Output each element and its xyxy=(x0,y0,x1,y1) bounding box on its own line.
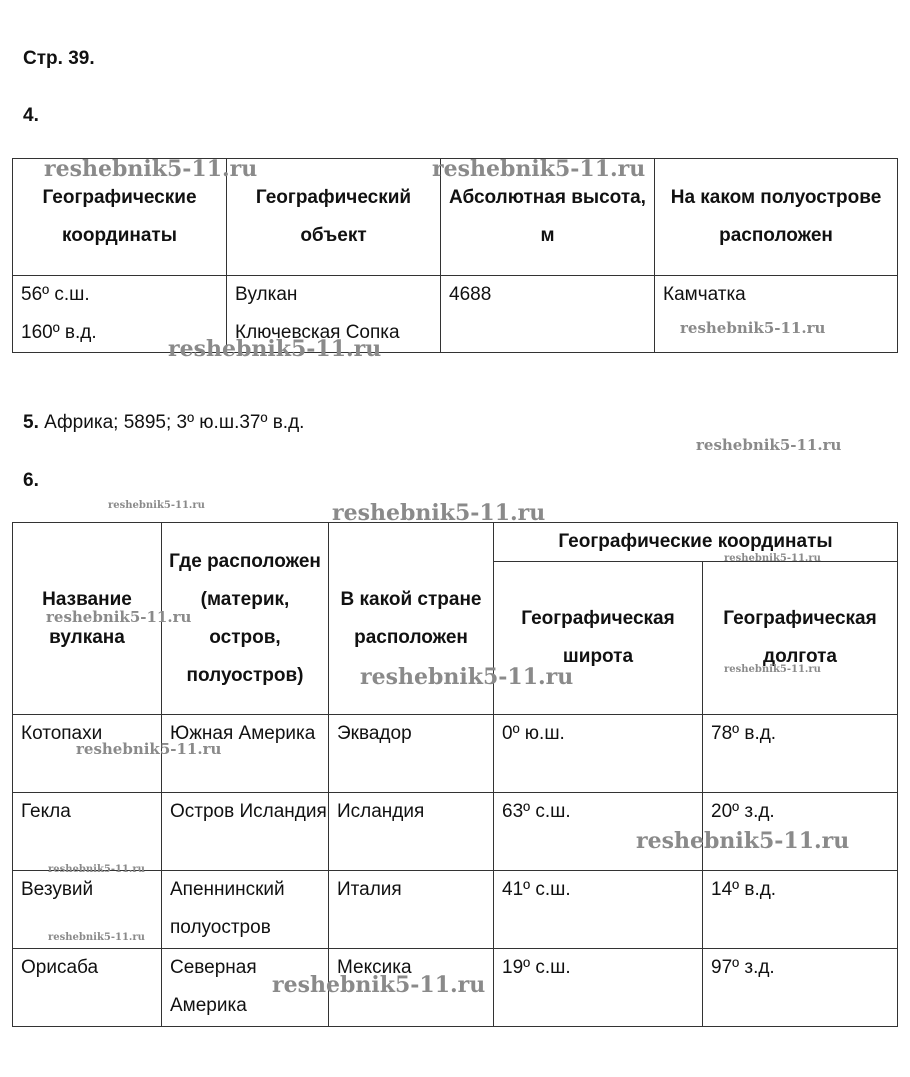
table-row xyxy=(13,715,898,793)
watermark: reshebnik5-11.ru xyxy=(680,319,826,337)
cell-longitude: 97º з.д. xyxy=(703,949,898,1027)
header-peninsula: На каком полуострове расположен xyxy=(655,159,898,276)
watermark: reshebnik5-11.ru xyxy=(272,972,486,998)
table-header-row xyxy=(13,159,898,276)
task-5-number: 5. xyxy=(23,412,39,433)
task-6-table xyxy=(12,522,898,1027)
cell-latitude: 63º с.ш. xyxy=(494,793,703,871)
task-4-table xyxy=(12,158,898,353)
coordinate-latitude: 56º с.ш. xyxy=(21,284,90,305)
cell-country: Италия xyxy=(329,871,494,949)
header-coordinates-group: Географические координаты xyxy=(494,523,898,562)
cell-location: Апеннинский полуостров xyxy=(162,871,329,949)
cell-country: Исландия xyxy=(329,793,494,871)
cell-latitude: 19º с.ш. xyxy=(494,949,703,1027)
cell-coordinates xyxy=(13,276,227,353)
task-4-number: 4. xyxy=(23,105,39,126)
header-volcano-name: Название вулкана xyxy=(13,523,162,715)
cell-country: Эквадор xyxy=(329,715,494,793)
cell-name: Орисаба xyxy=(13,949,162,1027)
watermark: reshebnik5-11.ru xyxy=(76,740,222,758)
object-line-2: Ключевская Сопка xyxy=(235,322,400,343)
watermark: reshebnik5-11.ru xyxy=(724,664,821,675)
header-longitude: Географическая долгота xyxy=(703,562,898,715)
table-row xyxy=(13,871,898,949)
watermark: reshebnik5-11.ru xyxy=(360,664,574,690)
page-title: Стр. 39. xyxy=(23,48,95,69)
header-height: Абсолютная высота, м xyxy=(441,159,655,276)
cell-name: Котопахи xyxy=(13,715,162,793)
cell-latitude: 41º с.ш. xyxy=(494,871,703,949)
watermark: reshebnik5-11.ru xyxy=(48,864,145,875)
header-location: Где расположен (материк, остров, полуостров) xyxy=(162,523,329,715)
watermark: reshebnik5-11.ru xyxy=(332,500,546,526)
cell-peninsula: Камчатка xyxy=(655,276,898,353)
cell-object xyxy=(227,276,441,353)
table-row xyxy=(13,276,898,353)
header-object: Географический объект xyxy=(227,159,441,276)
task-5-answer xyxy=(23,412,304,434)
coordinate-longitude: 160º в.д. xyxy=(21,322,97,343)
watermark: reshebnik5-11.ru xyxy=(44,156,258,182)
cell-longitude: 20º з.д. xyxy=(703,793,898,871)
object-line-1: Вулкан xyxy=(235,284,298,305)
task-5-text: Африка; 5895; 3º ю.ш.37º в.д. xyxy=(38,412,305,433)
cell-longitude: 14º в.д. xyxy=(703,871,898,949)
watermark: reshebnik5-11.ru xyxy=(636,828,850,854)
cell-name: Везувий xyxy=(13,871,162,949)
header-coordinates: Географические координаты xyxy=(13,159,227,276)
watermark: reshebnik5-11.ru xyxy=(46,608,192,626)
watermark: reshebnik5-11.ru xyxy=(108,500,205,511)
cell-longitude: 78º в.д. xyxy=(703,715,898,793)
cell-name: Гекла xyxy=(13,793,162,871)
table-row xyxy=(13,793,898,871)
cell-height: 4688 xyxy=(441,276,655,353)
cell-country: Мексика xyxy=(329,949,494,1027)
header-country: В какой стране расположен xyxy=(329,523,494,715)
table-header-row xyxy=(13,523,898,562)
watermark: reshebnik5-11.ru xyxy=(696,436,842,454)
table-row xyxy=(13,949,898,1027)
header-latitude: Географическая широта xyxy=(494,562,703,715)
cell-location: Остров Исландия xyxy=(162,793,329,871)
watermark: reshebnik5-11.ru xyxy=(48,932,145,943)
watermark: reshebnik5-11.ru xyxy=(168,336,382,362)
cell-location: Северная Америка xyxy=(162,949,329,1027)
cell-latitude: 0º ю.ш. xyxy=(494,715,703,793)
watermark: reshebnik5-11.ru xyxy=(724,553,821,564)
watermark: reshebnik5-11.ru xyxy=(432,156,646,182)
cell-location: Южная Америка xyxy=(162,715,329,793)
task-6-number: 6. xyxy=(23,470,39,491)
